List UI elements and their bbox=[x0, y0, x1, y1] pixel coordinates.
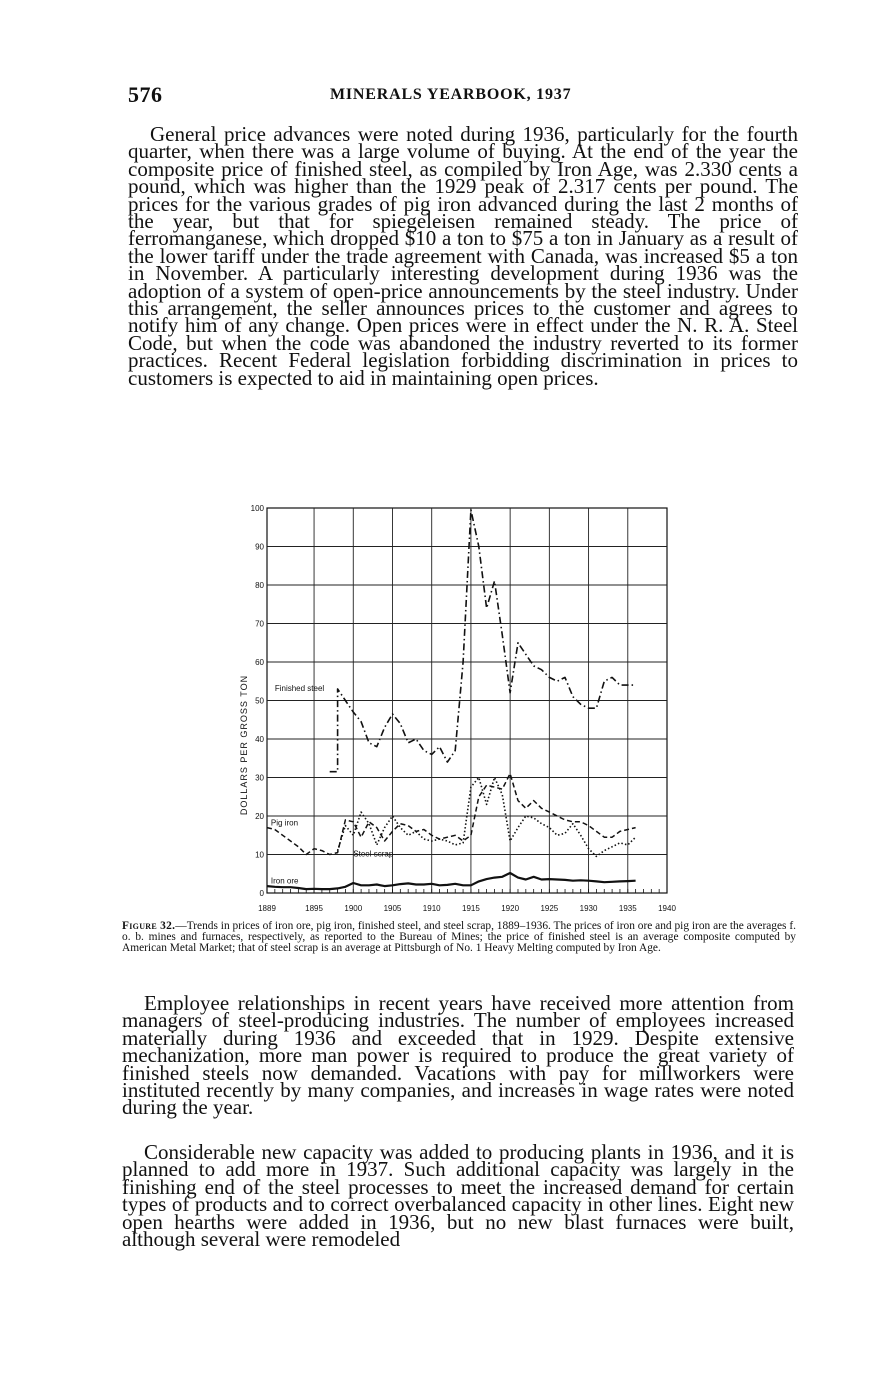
x-tick-label: 1930 bbox=[579, 904, 598, 913]
x-tick-label: 1935 bbox=[618, 904, 637, 913]
y-tick-label: 10 bbox=[255, 850, 264, 860]
price-trends-chart bbox=[230, 500, 680, 920]
paragraph-employees: Employee relationships in recent years have received more attention from managers of steel-producing industries. The number of employees increased materially during 1936 and exceeded that in 1929. Despite extensive mechanization, more man power is required to produce the great variety of finished steels now demanded. Vacations with pay for millworkers were instituted recently by many companies, and increases in wage rates were noted during the year. bbox=[122, 991, 794, 1120]
figure-caption bbox=[122, 921, 796, 955]
x-tick-label: 1920 bbox=[501, 904, 520, 913]
paragraph-prices: General price advances were noted during 1936, particularly for the fourth quarter, when there was a large volume of buying. At the end of the year the composite price of finished steel, as compiled by Iron Age, was 2.330 cents a pound, which was higher than the 1929 peak of 2.317 cents per pound. The prices for the various grades of pig iron advanced during the last 2 months of the year, but that for spiegeleisen remained steady. The price of ferromanganese, which dropped $10 a ton to $75 a ton in January as a result of the lower tariff under the trade agreement with Canada, was increased $5 a ton in November. A particularly interesting development during 1936 was the adoption of a system of open-price announcements by the steel industry. Under this arrangement, the seller announces prices to the customer and agrees to notify him of any change. Open prices were in effect under the N. R. A. Steel Code, but when the code was abandoned the industry reverted to its former practices. Recent Federal legislation forbidding discrimination in prices to customers is expected to aid in maintaining open prices. bbox=[128, 122, 798, 390]
y-tick-label: 0 bbox=[259, 889, 264, 898]
x-tick-label: 1915 bbox=[462, 904, 480, 913]
series-annotation: Steel scrap bbox=[353, 849, 394, 859]
y-tick-label: 60 bbox=[255, 658, 264, 667]
x-tick-label: 1940 bbox=[658, 904, 676, 913]
x-tick-label: 1910 bbox=[422, 904, 441, 913]
x-tick-label: 1900 bbox=[344, 904, 363, 913]
figure-caption-text: —Trends in prices of iron ore, pig iron, finished steel, and steel scrap, 1889–1936. The prices of iron ore and pig iron are the averages f. o. b. mines and furnaces, respectively, as reported to the Bureau of Mines; the price of finished steel is an average composite computed by American Metal Market; that of steel scrap is an average at Pittsburgh of No. 1 Heavy Melting computed by Iron Age. bbox=[122, 920, 796, 955]
y-tick-label: 30 bbox=[255, 773, 264, 783]
x-tick-label: 1925 bbox=[540, 904, 559, 913]
y-tick-label: 100 bbox=[250, 504, 264, 513]
series-annotation: Finished steel bbox=[274, 683, 325, 693]
y-tick-label: 80 bbox=[255, 581, 264, 590]
x-tick-label: 1895 bbox=[305, 904, 323, 913]
page-number: 576 bbox=[128, 82, 163, 107]
y-tick-label: 50 bbox=[255, 696, 264, 706]
y-axis-label: DOLLARS PER GROSS TON bbox=[239, 674, 249, 816]
y-tick-label: 90 bbox=[255, 542, 264, 552]
series-line-finished-steel bbox=[330, 510, 636, 772]
series-line-pig-iron bbox=[267, 774, 636, 855]
y-tick-label: 70 bbox=[255, 619, 264, 629]
running-head: MINERALS YEARBOOK, 1937 bbox=[330, 86, 572, 103]
x-tick-label: 1889 bbox=[258, 904, 276, 913]
series-line-iron-ore bbox=[267, 873, 636, 889]
x-tick-label: 1905 bbox=[383, 904, 402, 913]
series-annotation: Pig iron bbox=[270, 818, 299, 828]
series-annotation: Iron ore bbox=[270, 876, 299, 886]
series-line-steel-scrap bbox=[338, 778, 636, 857]
y-tick-label: 20 bbox=[255, 812, 264, 821]
y-tick-label: 40 bbox=[255, 735, 264, 744]
figure-label: Figure 32. bbox=[122, 920, 176, 932]
paragraph-capacity: Considerable new capacity was added to producing plants in 1936, and it is planned to add more in 1937. Such additional capacity was largely in the finishing end of the steel processes to meet the increased demand for certain types of products and to correct overbalanced capacity in other lines. Eight new open hearths were added in 1936, but no new blast furnaces were built, although several were remodeled bbox=[122, 1140, 794, 1252]
